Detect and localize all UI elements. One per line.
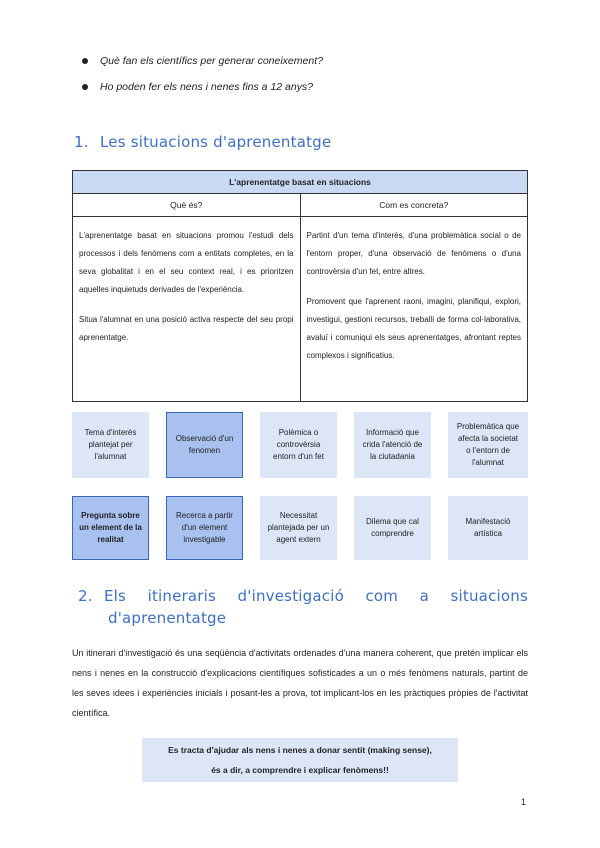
callout-box: [142, 738, 458, 782]
how-paragraph: Promovent que l'aprenent raoni, imagini, planifiqui, explori, investigui, gestioni recursos, treballi de forma col·laborativa, avaluï i comuniqui els seus aprenentatges, afrontant reptes complexos i significatius.: [306, 297, 521, 360]
section-1-heading: [74, 133, 331, 151]
what-paragraph: L'aprenentatge basat en situacions promou l'estudi dels processos i dels fenòmens com a entitats completes, en la seva globalitat i en el seu context real, i es prioritzen aquelles inquietuds derivades de l'experiència.: [79, 231, 294, 294]
situation-box: Necessitat plantejada per un agent extern: [260, 496, 337, 560]
callout-line: és a dir, a comprendre i explicar fenòmens!!: [211, 765, 389, 775]
what-paragraph: Situa l'alumnat en una posició activa respecte del seu propi aprenentatge.: [79, 315, 294, 342]
section-2-heading: [78, 585, 528, 629]
section-title-continued: d'aprenentatge: [108, 609, 227, 627]
how-cell: [300, 217, 528, 402]
situation-box: Dilema que cal comprendre: [354, 496, 431, 560]
column-header-what: Què és?: [73, 194, 301, 217]
section-number: 2.: [78, 587, 93, 605]
section-title: Els itineraris d'investigació com a situacions: [104, 587, 528, 605]
section-number: 1.: [74, 133, 89, 151]
list-item: Què fan els científics per generar coneixement?: [80, 54, 323, 68]
situation-box: Problemàtica que afecta la societat o l'entorn de l'alumnat: [448, 412, 528, 478]
situation-box: Tema d'interès plantejat per l'alumnat: [72, 412, 149, 478]
situations-table: [72, 170, 528, 402]
section-title: Les situacions d'aprenentatge: [100, 133, 332, 151]
situation-box-highlighted: Observació d'un fenomen: [166, 412, 243, 478]
situation-box-highlighted: Recerca a partir d'un element investigable: [166, 496, 243, 560]
column-header-how: Com es concreta?: [300, 194, 528, 217]
situation-box: Informació que crida l'atenció de la ciutadania: [354, 412, 431, 478]
situation-box: Manifestació artística: [448, 496, 528, 560]
question-list: [80, 54, 323, 106]
list-item: Ho poden fer els nens i nenes fins a 12 anys?: [80, 80, 323, 94]
how-paragraph: Partint d'un tema d'interès, d'una problemàtica social o de l'entorn proper, d'una observació de fenòmens o d'una controvèrsia d'un fet, entre altres.: [306, 231, 521, 276]
page-number: 1: [521, 797, 527, 807]
what-cell: [73, 217, 301, 402]
body-paragraph: Un itinerari d'investigació és una seqüència d'activitats ordenades d'una manera coherent, que pretén implicar els nens i nenes en la construcció d'explicacions científiques sofisticades a un o més fenòmens naturals, partint de les seves idees i experiències inicials i posant-les a prova, tot implicant-los en les pràctiques pròpies de l'activitat científica.: [72, 648, 528, 718]
situation-box-highlighted: Pregunta sobre un element de la realitat: [72, 496, 149, 560]
situation-box: Polèmica o controvèrsia entorn d'un fet: [260, 412, 337, 478]
callout-line: Es tracta d'ajudar als nens i nenes a donar sentit (making sense),: [168, 745, 432, 755]
table-title: L'aprenentatge basat en situacions: [73, 171, 528, 194]
